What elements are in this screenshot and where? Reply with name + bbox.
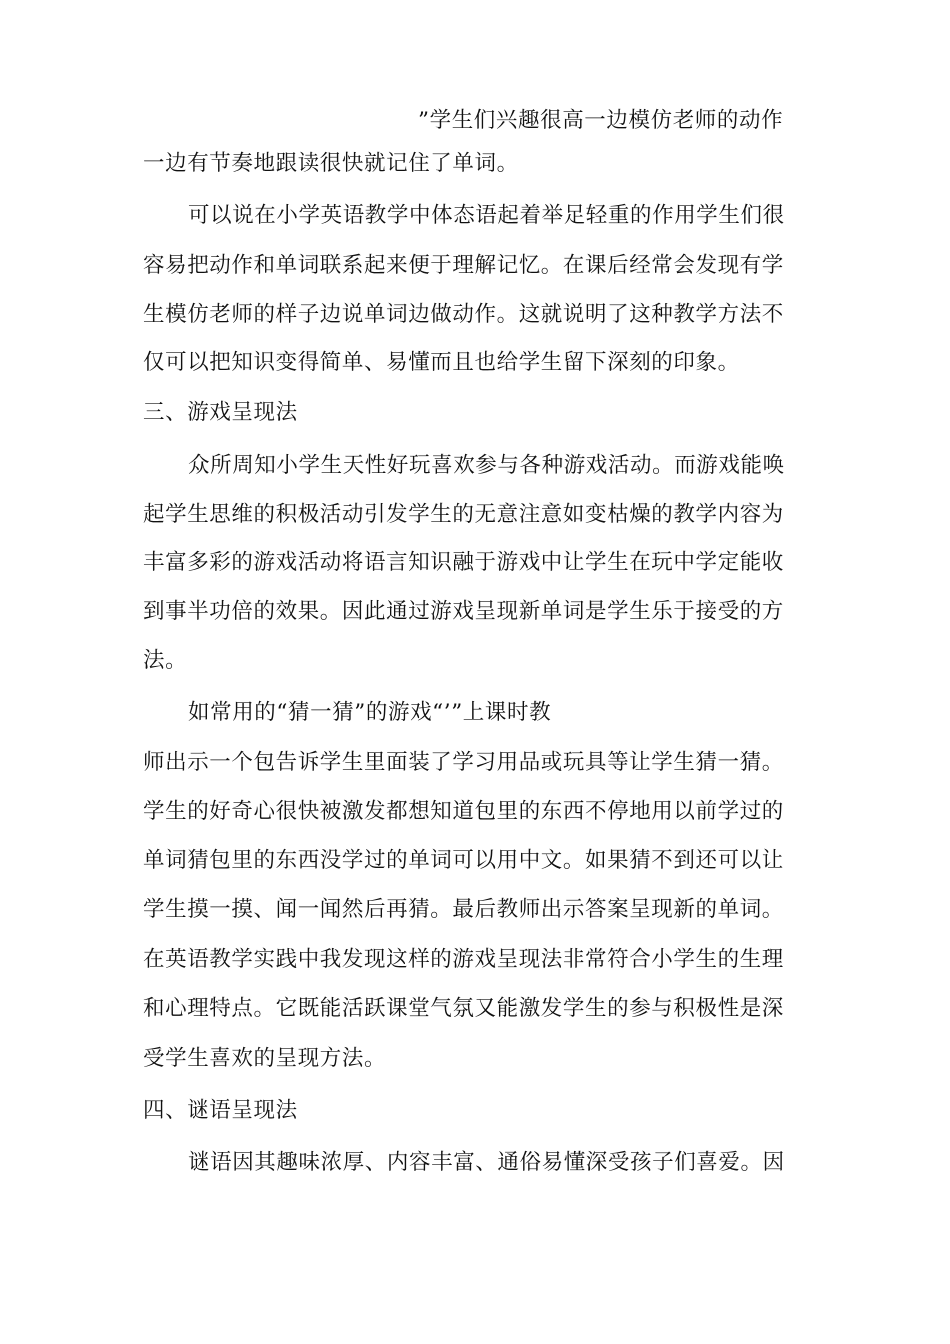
text-line: 一边有节奏地跟读很快就记住了单词。 [143,151,519,176]
section-heading: 四、谜语呈现法 [143,1098,298,1123]
text-line: 生模仿老师的样子边说单词边做动作。这就说明了这种教学方法不 [143,302,784,327]
text-line: 起学生思维的积极活动引发学生的无意注意如变枯燥的教学内容为 [143,502,784,527]
text-line: 单词猜包里的东西没学过的单词可以用中文。如果猜不到还可以让 [143,848,784,873]
text-line: 众所周知小学生天性好玩喜欢参与各种游戏活动。而游戏能唤 [188,453,785,478]
text-line: 学生摸一摸、闻一闻然后再猜。最后教师出示答案呈现新的单词。 [143,897,784,922]
text-line: 谜语因其趣味浓厚、内容丰富、通俗易懂深受孩子们喜爱。因 [188,1150,785,1175]
text-line: 容易把动作和单词联系起来便于理解记忆。在课后经常会发现有学 [143,253,784,278]
text-line: 可以说在小学英语教学中体态语起着举足轻重的作用学生们很 [188,203,785,228]
text-line: 和心理特点。它既能活跃课堂气氛又能激发学生的参与积极性是深 [143,996,784,1021]
text-line: 在英语教学实践中我发现这样的游戏呈现法非常符合小学生的生理 [143,947,784,972]
text-line: ”学生们兴趣很高一边模仿老师的动作 [418,108,784,133]
section-heading: 三、游戏呈现法 [143,400,298,425]
text-line: 师出示一个包告诉学生里面装了学习用品或玩具等让学生猜一猜。 [143,750,784,775]
text-line: 仅可以把知识变得简单、易懂而且也给学生留下深刻的印象。 [143,350,740,375]
text-line: 如常用的“猜一猜”的游戏“’”上课时教 [188,700,552,725]
text-line: 到事半功倍的效果。因此通过游戏呈现新单词是学生乐于接受的方 [143,599,784,624]
text-line: 丰富多彩的游戏活动将语言知识融于游戏中让学生在玩中学定能收 [143,550,784,575]
text-line: 学生的好奇心很快被激发都想知道包里的东西不停地用以前学过的 [143,799,784,824]
text-line: 法。 [143,648,188,673]
text-line: 受学生喜欢的呈现方法。 [143,1046,387,1071]
